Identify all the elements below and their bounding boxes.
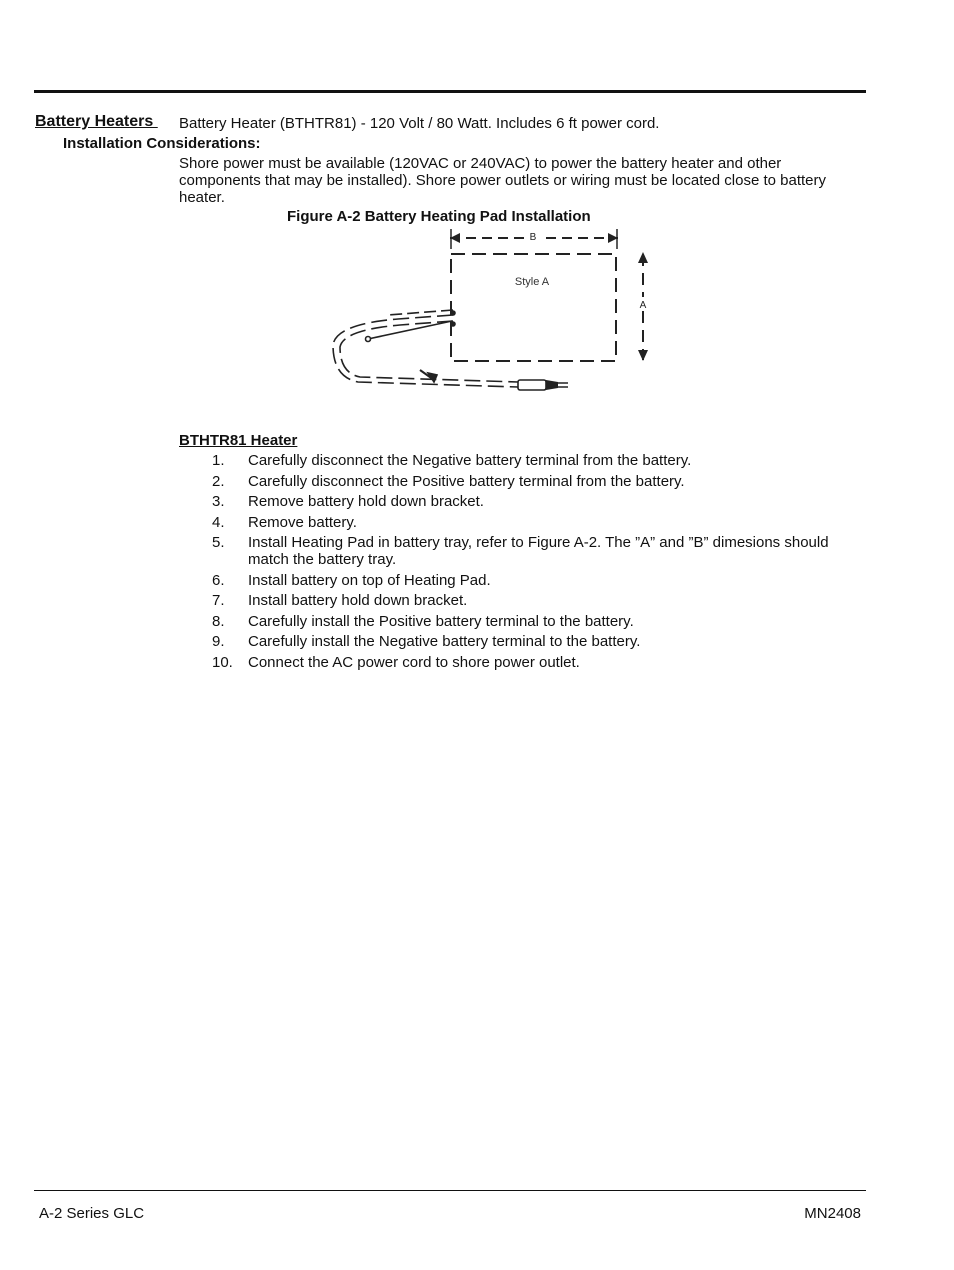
list-item: 7. Install battery hold down bracket. <box>212 592 468 609</box>
list-item: 6. Install battery on top of Heating Pad. <box>212 571 491 589</box>
list-item: 10. Connect the AC power cord to shore power outlet. <box>212 653 580 671</box>
label-a: A <box>639 300 647 311</box>
list-item: 1. Carefully disconnect the Negative battery terminal from the battery. <box>212 452 692 469</box>
label-b: B <box>529 232 537 243</box>
dimension-a <box>636 252 650 361</box>
footer-rule <box>34 1190 866 1191</box>
heating-pad-diagram <box>318 227 664 408</box>
label-style: Style A <box>514 276 550 288</box>
figure-caption: Figure A-2 Battery Heating Pad Installation <box>287 208 591 225</box>
dimension-b <box>450 229 618 249</box>
header-rule <box>34 90 866 93</box>
list-item: 8. Carefully install the Positive battery terminal to the battery. <box>212 612 634 630</box>
installation-heading: Installation Considerations: <box>63 135 261 152</box>
power-cord <box>333 310 518 387</box>
heating-pad-outline <box>451 254 616 361</box>
procedure-steps <box>212 452 832 674</box>
intro-text: Battery Heater (BTHTR81) - 120 Volt / 80 Watt. Includes 6 ft power cord. <box>179 115 660 132</box>
procedure-title: BTHTR81 Heater <box>179 432 298 449</box>
battery-heating-pad-figure <box>318 227 664 408</box>
section-heading: Battery Heaters <box>35 113 158 130</box>
plug-icon <box>518 380 568 390</box>
list-item: 5. Install Heating Pad in battery tray, refer to Figure A-2. The ”A” and ”B” dimesions should match the battery tray. <box>212 534 829 568</box>
list-item: 4. Remove battery. <box>212 513 357 531</box>
list-item: 2. Carefully disconnect the Positive battery terminal from the battery. <box>212 472 685 490</box>
footer-page-label: A-2 Series GLC <box>39 1205 145 1222</box>
list-item: 9. Carefully install the Negative battery terminal to the battery. <box>212 633 641 650</box>
installation-text: Shore power must be available (120VAC or 240VAC) to power the battery heater and other components that may be installed). Shore power outlets or wiring must be located close to battery heater. <box>179 155 826 206</box>
list-item: 3. Remove battery hold down bracket. <box>212 493 484 510</box>
footer-doc-number: MN2408 <box>804 1205 861 1222</box>
